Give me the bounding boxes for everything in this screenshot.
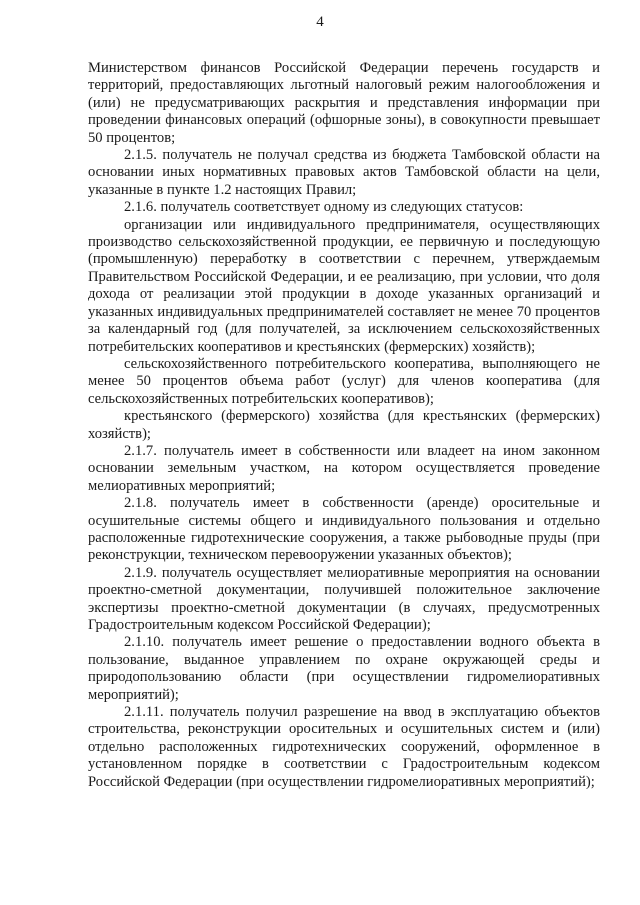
paragraph-2-1-10: 2.1.10. получатель имеет решение о предоставлении водного объекта в пользование, выданное управлением по охране окружающей среды и природопользованию области (при осуществлении гидромелиоративных мероприятий); xyxy=(88,634,600,703)
page-number: 4 xyxy=(316,14,324,30)
paragraph-status-organization: организации или индивидуального предпринимателя, осуществляющих производство сельскохозяйственной продукции, ее первичную и последующую (промышленную) переработку в соответствии с перечнем, утверждаемым Правительством Российской Федерации, и ее реализацию, при условии, что доля дохода от реализации этой продукции в доходе указанных организаций и указанных индивидуальных предпринимателей составляет не менее 70 процентов за календарный год (для получателей, за исключением сельскохозяйственных потребительских кооперативов и крестьянских (фермерских) хозяйств); xyxy=(88,216,600,355)
paragraph-2-1-11: 2.1.11. получатель получил разрешение на ввод в эксплуатацию объектов строительства, реконструкции оросительных и осушительных систем и (или) отдельно расположенных гидротехнических сооружений, оформленное в установленном порядке в соответствии с Градостроительным кодексом Российской Федерации (при осуществлении гидромелиоративных мероприятий); xyxy=(88,704,600,790)
paragraph-2-1-6: 2.1.6. получатель соответствует одному из следующих статусов: xyxy=(124,199,524,216)
paragraph-2-1-9: 2.1.9. получатель осуществляет мелиоративные мероприятия на основании проектно-сметной документации, получившей положительное заключение экспертизы проектно-сметной документации (в случаях, предусмотренных Градостроительным кодексом Российской Федерации); xyxy=(88,564,600,633)
paragraph-2-1-8: 2.1.8. получатель имеет в собственности (аренде) оросительные и осушительные системы общего и индивидуального пользования и отдельно расположенные гидротехнические сооружения, а также рыбоводные пруды (при реконструкции, техническом перевооружении указанных объектов); xyxy=(88,495,600,564)
paragraph-status-farm: крестьянского (фермерского) хозяйства (для крестьянских (фермерских) хозяйств); xyxy=(88,408,600,442)
paragraph-2-1-5: 2.1.5. получатель не получал средства из бюджета Тамбовской области на основании иных нормативных правовых актов Тамбовской области на цели, указанные в пункте 1.2 настоящих Правил; xyxy=(88,147,600,198)
paragraph-2-1-7: 2.1.7. получатель имеет в собственности или владеет на ином законном основании земельным участком, на котором осуществляется проведение мелиоративных мероприятий; xyxy=(88,442,600,494)
document-body xyxy=(88,60,600,791)
paragraph: Министерством финансов Российской Федерации перечень государств и территорий, предоставляющих льготный налоговый режим налогообложения и (или) не предусматривающих раскрытия и представления информации при проведении финансовых операций (офшорные зоны), в совокупности превышает 50 процентов; xyxy=(88,60,600,146)
paragraph-status-cooperative: сельскохозяйственного потребительского кооператива, выполняющего не менее 50 процентов объема работ (услуг) для членов кооператива (для сельскохозяйственных потребительских кооперативов); xyxy=(88,355,600,407)
